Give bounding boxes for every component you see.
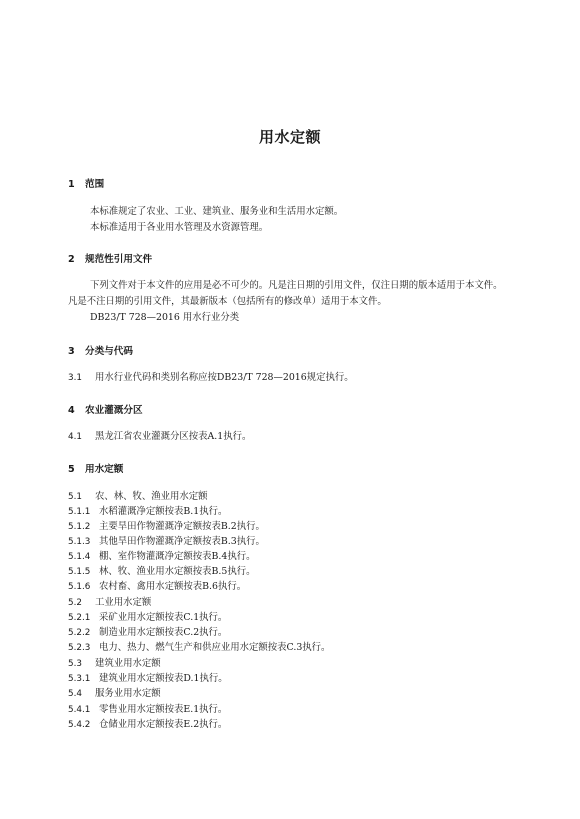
paragraph: 下列文件对于本文件的应用是必不可少的。凡是注日期的引用文件，仅注日期的版本适用于本文件。 [90,280,503,291]
clause-item [68,566,255,578]
clause-text: 建筑业用水定额按表D.1执行。 [99,673,228,684]
section-title: 农业灌溉分区 [85,405,143,416]
clause-text: 采矿业用水定额按表C.1执行。 [99,612,228,623]
clause-number: 5.2.2 [68,628,91,638]
clause-item [68,704,227,716]
section-heading-1 [68,176,104,190]
clause-number: 5.2 [68,598,82,608]
clause-number: 5.2.3 [68,643,91,653]
clause-number: 5.1.6 [68,582,91,592]
clause-text: 棚、室作物灌溉净定额按表B.4执行。 [99,551,256,562]
clause-text: 黑龙江省农业灌溉分区按表A.1执行。 [95,431,252,442]
clause-number: 5.1.1 [68,507,91,517]
clause-item [68,536,265,548]
clause-item [68,581,246,593]
clause-number: 4.1 [68,432,82,442]
clause-text: 工业用水定额 [95,597,152,608]
clause-item [68,506,227,518]
clause-number: 5.1 [68,492,82,502]
clause-item [68,431,251,443]
clause-item [68,372,354,384]
clause-item [68,521,265,533]
clause-number: 5.4.1 [68,705,91,715]
section-number: 1 [68,179,75,190]
section-number: 4 [68,405,75,416]
clause-item [68,627,227,639]
clause-text: 建筑业用水定额 [95,658,161,669]
section-title: 用水定额 [85,464,124,475]
page-title: 用水定额 [258,128,321,146]
paragraph: 本标准适用于各业用水管理及水资源管理。 [90,222,269,233]
clause-text: 主要旱田作物灌溉净定额按表B.2执行。 [99,521,265,532]
clause-number: 5.4.2 [68,720,91,730]
clause-text: 电力、热力、燃气生产和供应业用水定额按表C.3执行。 [99,642,331,653]
clause-text: 用水行业代码和类别名称应按DB23/T 728—2016规定执行。 [95,372,354,383]
section-number: 2 [68,254,75,265]
clause-item [68,491,208,503]
clause-number: 5.4 [68,689,82,699]
section-title: 分类与代码 [85,346,133,357]
clause-number: 5.3.1 [68,674,91,684]
clause-number: 5.1.5 [68,567,91,577]
clause-text: 农村畜、禽用水定额按表B.6执行。 [99,581,247,592]
section-heading-2 [68,251,152,265]
clause-number: 5.2.1 [68,613,91,623]
clause-text: 零售业用水定额按表E.1执行。 [99,704,228,715]
clause-item [68,688,161,700]
section-number: 5 [68,464,75,475]
section-title: 规范性引用文件 [85,254,153,265]
clause-item [68,658,161,670]
clause-text: 农、林、牧、渔业用水定额 [95,491,208,502]
section-heading-4 [68,402,143,416]
section-number: 3 [68,346,75,357]
section-heading-3 [68,343,133,357]
paragraph: 本标准规定了农业、工业、建筑业、服务业和生活用水定额。 [90,206,344,217]
clause-number: 5.1.3 [68,537,91,547]
clause-item [68,597,151,609]
clause-item [68,612,227,624]
section-heading-5 [68,461,123,475]
clause-number: 5.1.4 [68,552,91,562]
reference-entry: DB23/T 728—2016 用水行业分类 [90,312,240,323]
section-title: 范围 [85,179,105,190]
clause-number: 3.1 [68,373,82,383]
clause-item [68,719,227,731]
paragraph-continuation: 凡是不注日期的引用文件，其最新版本（包括所有的修改单）适用于本文件。 [68,296,387,307]
clause-number: 5.3 [68,659,82,669]
clause-text: 林、牧、渔业用水定额按表B.5执行。 [99,566,256,577]
clause-text: 水稻灌溉净定额按表B.1执行。 [99,506,228,517]
clause-number: 5.1.2 [68,522,91,532]
clause-item [68,673,228,685]
clause-text: 其他旱田作物灌溉净定额按表B.3执行。 [99,536,265,547]
clause-text: 服务业用水定额 [95,688,161,699]
clause-item [68,642,330,654]
clause-text: 制造业用水定额按表C.2执行。 [99,627,228,638]
clause-item [68,551,255,563]
clause-text: 仓储业用水定额按表E.2执行。 [99,719,228,730]
